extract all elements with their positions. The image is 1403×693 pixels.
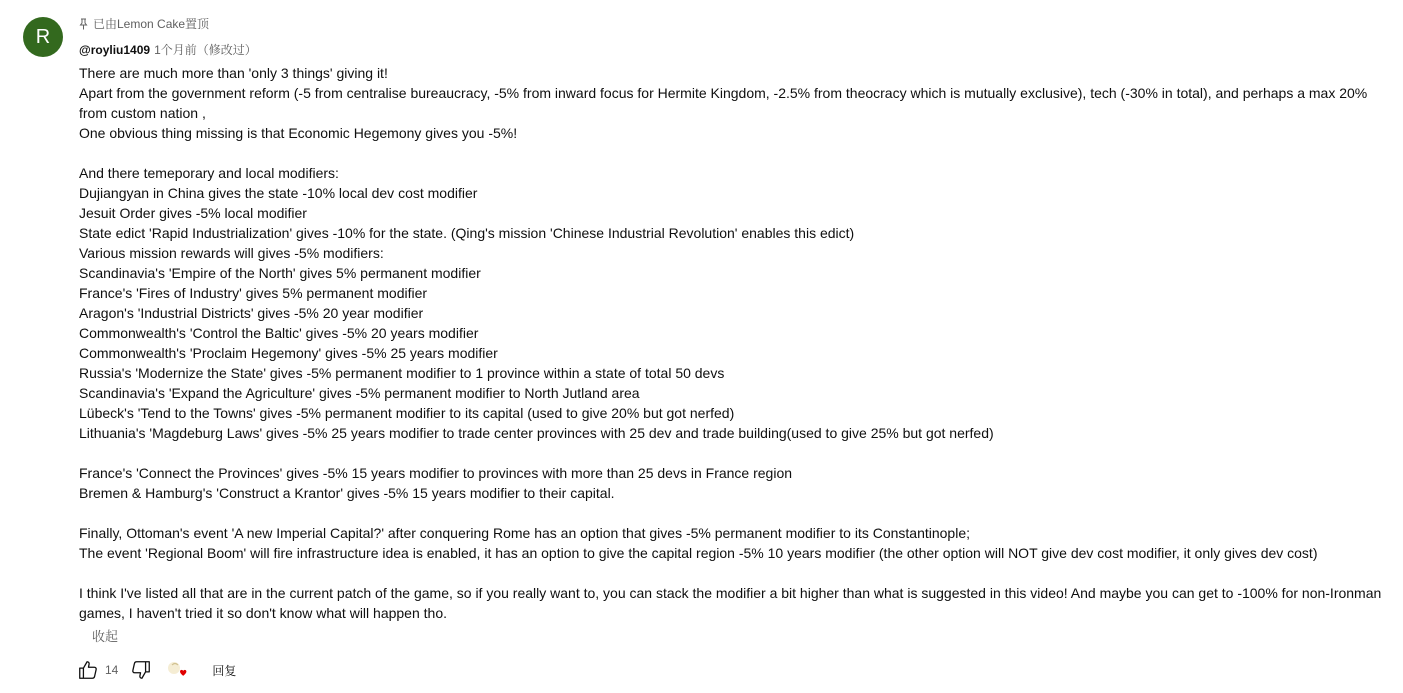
like-button[interactable] <box>77 659 99 681</box>
dislike-button[interactable] <box>130 659 152 681</box>
comment-actions <box>77 658 236 682</box>
comment-line: Finally, Ottoman's event 'A new Imperial Capital?' after conquering Rome has an option that gives -5% permanent modifier to its Constantinople; <box>79 525 971 541</box>
blank-line <box>79 443 1397 463</box>
comment-line: Aragon's 'Industrial Districts' gives -5% 20 year modifier <box>79 305 424 321</box>
comment-line: State edict 'Rapid Industrialization' gives -10% for the state. (Qing's mission 'Chinese Industrial Revolution' enables this edict) <box>79 225 855 241</box>
comment-line: France's 'Fires of Industry' gives 5% permanent modifier <box>79 285 428 301</box>
comment-timestamp[interactable]: 1个月前（修改过） <box>154 43 257 57</box>
creator-heart <box>166 658 190 682</box>
avatar[interactable] <box>23 17 63 57</box>
blank-line <box>79 563 1397 583</box>
avatar-letter: R <box>35 26 51 48</box>
comment-line: Bremen & Hamburg's 'Construct a Krantor' gives -5% 15 years modifier to their capital. <box>79 485 615 501</box>
comment-line: The event 'Regional Boom' will fire infrastructure idea is enabled, it has an option to give the capital region -5% 10 years modifier (the other option will NOT give dev cost modifier, it only gives dev cost) <box>79 545 1318 561</box>
comment-line: Apart from the government reform (-5 from centralise bureaucracy, -5% from inward focus for Hermite Kingdom, -2.5% from theocracy which is mutually exclusive), tech (-30% in total), and perhaps a max 20% from custom nation , <box>79 85 1372 121</box>
comment-line: Scandinavia's 'Expand the Agriculture' gives -5% permanent modifier to North Jutland area <box>79 385 640 401</box>
comment-header <box>79 42 257 58</box>
comment-line: Various mission rewards will gives -5% modifiers: <box>79 245 384 261</box>
blank-line <box>79 143 1397 163</box>
comment-line: Russia's 'Modernize the State' gives -5% permanent modifier to 1 province within a state of total 50 devs <box>79 365 725 381</box>
reply-button[interactable]: 回复 <box>212 663 237 678</box>
blank-line <box>79 503 1397 523</box>
comment-line: France's 'Connect the Provinces' gives -5% 15 years modifier to provinces with more than 25 devs in France region <box>79 465 793 481</box>
like-count: 14 <box>105 663 119 677</box>
comment-body <box>79 63 1397 623</box>
author-handle[interactable]: @royliu1409 <box>79 43 151 57</box>
comment-line: There are much more than 'only 3 things' giving it! <box>79 65 388 81</box>
pin-icon <box>79 18 88 30</box>
creator-heart-icon <box>166 658 190 682</box>
thumbs-up-icon <box>77 659 99 681</box>
comment-line: Lithuania's 'Magdeburg Laws' gives -5% 25 years modifier to trade center provinces with 25 dev and trade building(used to give 25% but got nerfed) <box>79 425 994 441</box>
comment-line: Scandinavia's 'Empire of the North' gives 5% permanent modifier <box>79 265 481 281</box>
comment-line: And there temeporary and local modifiers: <box>79 165 339 181</box>
thumbs-down-icon <box>130 659 152 681</box>
pinned-label <box>79 16 209 32</box>
pinned-text: 已由Lemon Cake置顶 <box>93 17 210 31</box>
comment-line: Dujiangyan in China gives the state -10% local dev cost modifier <box>79 185 478 201</box>
comment-line: Lübeck's 'Tend to the Towns' gives -5% permanent modifier to its capital (used to give 20% but got nerfed) <box>79 405 735 421</box>
comment-line: Commonwealth's 'Proclaim Hegemony' gives -5% 25 years modifier <box>79 345 498 361</box>
comment-line: I think I've listed all that are in the current patch of the game, so if you really want to, you can stack the modifier a bit higher than what is suggested in this video! And maybe you can get to -100% for non-Ironman games, I haven't tried it so don't know what will happen tho. <box>79 585 1386 621</box>
collapse-button[interactable]: 收起 <box>92 629 119 644</box>
comment-line: Commonwealth's 'Control the Baltic' gives -5% 20 years modifier <box>79 325 479 341</box>
comment-line: One obvious thing missing is that Economic Hegemony gives you -5%! <box>79 125 518 141</box>
comment-line: Jesuit Order gives -5% local modifier <box>79 205 307 221</box>
